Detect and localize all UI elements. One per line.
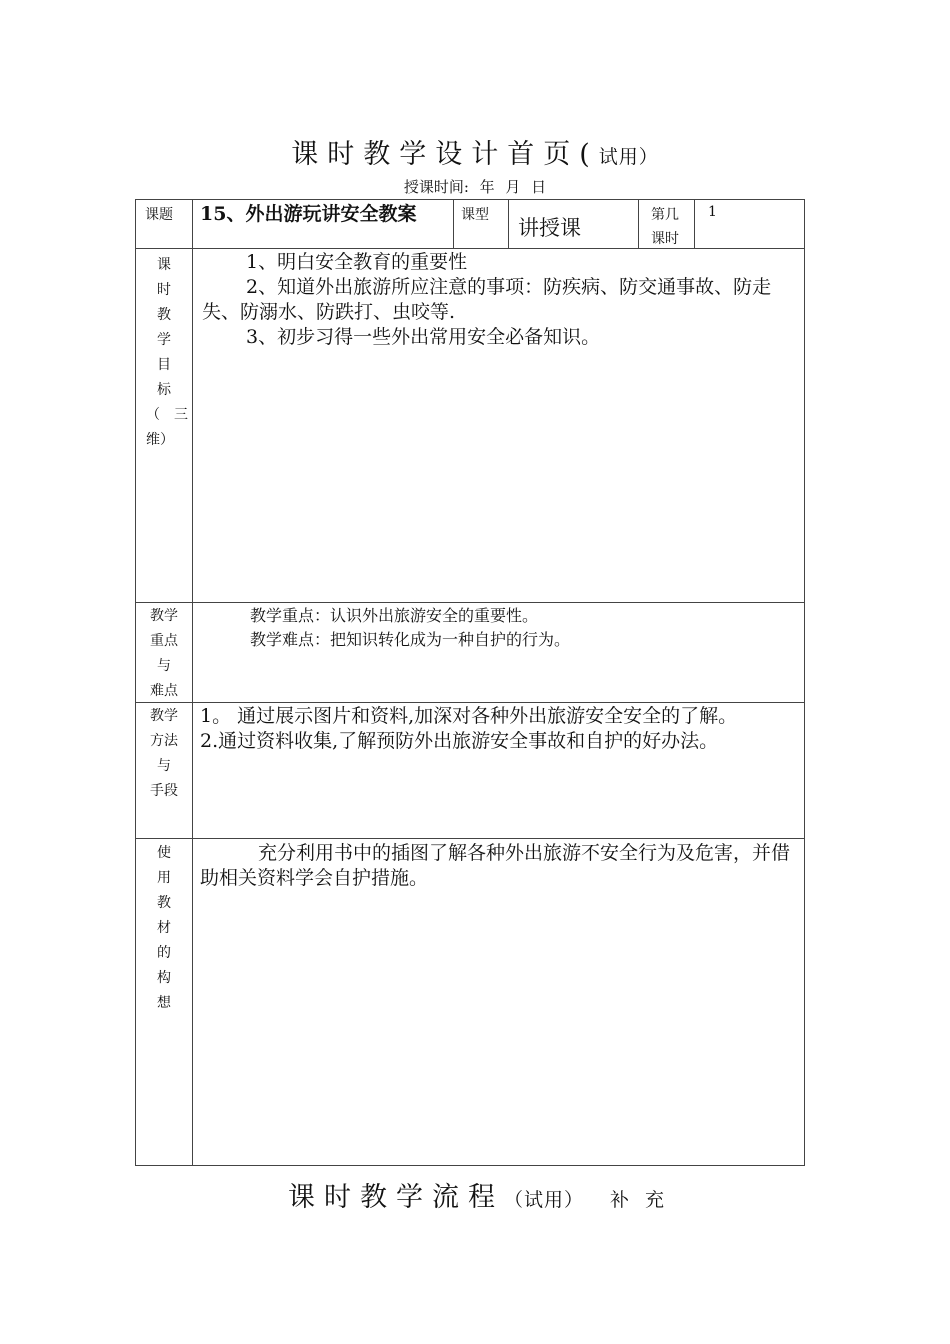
supplement-label: 补充 <box>610 1189 681 1211</box>
table-divider <box>453 199 454 249</box>
goals-label-char: 教 <box>157 307 171 323</box>
period-label-line1: 第几 <box>651 207 679 223</box>
method-text <box>200 704 800 754</box>
goal-item: 2、知道外出旅游所应注意的事项：防疾病、防交通事故、防走失、防溺水、防跌打、虫咬等. <box>202 276 772 323</box>
focus-label-line: 难点 <box>150 683 178 699</box>
table-divider <box>135 702 805 703</box>
table-divider <box>135 838 805 839</box>
goals-label-char: 学 <box>157 332 171 348</box>
goals-label-char: 维） <box>146 432 174 448</box>
method-label-line: 方法 <box>150 733 178 749</box>
title-suffix: 试用） <box>598 146 659 168</box>
material-label-char: 构 <box>157 970 171 986</box>
table-border-bottom <box>135 1165 805 1166</box>
type-label: 课型 <box>461 207 489 223</box>
period-label-line2: 课时 <box>651 231 679 247</box>
table-border-left <box>135 199 136 1166</box>
page-title <box>0 132 950 171</box>
focus-label-line: 教学 <box>150 608 178 624</box>
table-divider <box>508 199 509 249</box>
flow-title <box>288 1175 680 1214</box>
lesson-date-line: 授课时间: 年 月 日 <box>403 178 547 196</box>
goals-label <box>138 253 190 453</box>
material-label <box>138 841 190 1016</box>
table-divider <box>135 602 805 603</box>
goals-text <box>202 250 800 350</box>
table-divider <box>694 199 695 249</box>
method-label-line: 与 <box>157 758 171 774</box>
type-value: 讲授课 <box>518 216 581 240</box>
goals-label-char: 目 <box>157 357 171 373</box>
focus-label-line: 与 <box>157 658 171 674</box>
focus-label <box>138 604 190 704</box>
material-label-char: 使 <box>157 845 171 861</box>
difficulty-item: 教学难点：把知识转化成为一种自护的行为。 <box>250 630 571 649</box>
material-label-char: 想 <box>157 995 171 1011</box>
flow-title-suffix: （试用） <box>504 1189 585 1211</box>
material-label-char: 材 <box>157 920 171 936</box>
period-label <box>651 203 679 251</box>
table-divider <box>192 199 193 1166</box>
method-label <box>138 704 190 804</box>
title-main: 课时教学设计首页( <box>291 139 599 170</box>
material-text: 充分利用书中的插图了解各种外出旅游不安全行为及危害，并借助相关资料学会自护措施。 <box>200 842 791 889</box>
focus-item: 教学重点：认识外出旅游安全的重要性。 <box>250 606 539 625</box>
goal-item: 3、初步习得一些外出常用安全必备知识。 <box>246 326 601 348</box>
goals-label-char: 标 <box>157 382 171 398</box>
table-border-top <box>135 199 805 200</box>
period-value: 1 <box>708 204 717 220</box>
goals-label-char: 课 <box>157 257 171 273</box>
focus-text <box>250 604 798 652</box>
topic-label: 课题 <box>145 207 173 223</box>
method-item: 1。 通过展示图片和资料,加深对各种外出旅游安全安全的了解。 <box>200 705 738 727</box>
method-label-line: 手段 <box>150 783 178 799</box>
material-label-char: 教 <box>157 895 171 911</box>
method-item: 2.通过资料收集,了解预防外出旅游安全事故和自护的好办法。 <box>200 730 719 752</box>
goals-label-char: （ 三 <box>146 407 188 423</box>
topic-value: 15、外出游玩讲安全教案 <box>200 203 417 225</box>
table-border-right <box>804 199 805 1166</box>
method-label-line: 教学 <box>150 708 178 724</box>
table-divider <box>135 248 805 249</box>
table-divider <box>638 199 639 249</box>
focus-label-line: 重点 <box>150 633 178 649</box>
goal-item: 1、明白安全教育的重要性 <box>246 251 468 273</box>
material-label-char: 的 <box>157 945 171 961</box>
material-label-char: 用 <box>157 870 171 886</box>
flow-title-main: 课时教学流程 <box>288 1182 504 1213</box>
goals-label-char: 时 <box>157 282 171 298</box>
